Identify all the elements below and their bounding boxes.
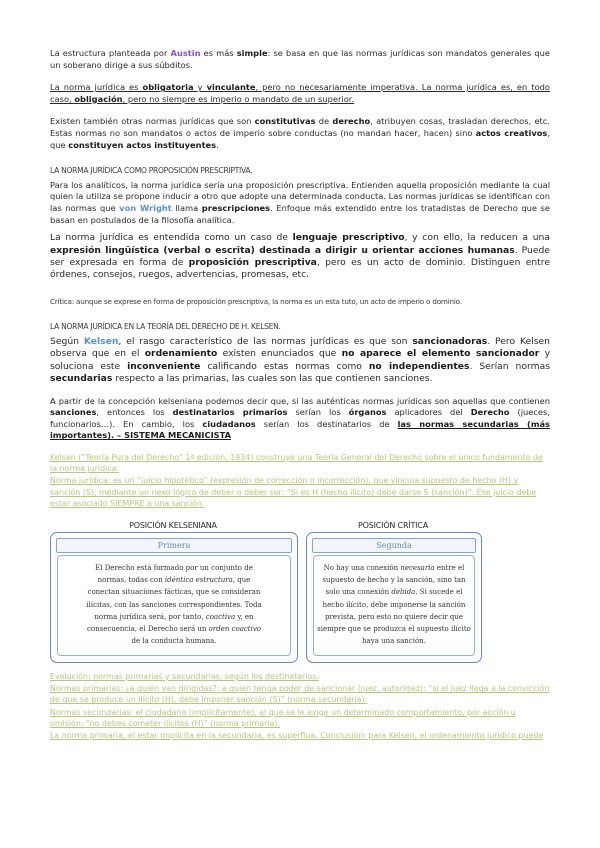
bold-no-independientes: no independientes <box>368 360 470 372</box>
line: El Derecho está formado por un conjunto de <box>95 563 253 572</box>
text: es más <box>200 48 237 58</box>
green-notes-bottom <box>50 671 550 741</box>
bold-derecho: derecho <box>332 116 371 127</box>
text: La norma jurídica es <box>50 82 143 93</box>
bold-destinatarios: destinatarios primarios <box>172 407 288 418</box>
text: solo una conexión <box>325 588 392 597</box>
green-notes-top <box>50 452 550 509</box>
text: y soluciona este <box>50 348 551 372</box>
text: Existen también otras normas jurídicas que son <box>50 116 255 127</box>
line <box>58 623 290 635</box>
box-header-primera: Primera <box>56 538 292 553</box>
section-heading-prescriptiva: LA NORMA JURÍDICA COMO PROPOSICIÓN PRESCRIPTIVA. <box>50 166 253 176</box>
text: Para los analíticos, la norma jurídica sería una proposición prescriptiva. Entienden aquella proposición mediante la cual quien la utiliza se propone inducir a otro que adopte una determinada conducta. Las normas jurídicas se identifican con las normas que <box>50 179 550 213</box>
critique-note: Crítica: aunque se exprese en forma de proposición prescriptiva, la norma es un esta tuto, un acto de imperio o dominio. <box>50 296 462 306</box>
text: , el rasgo característico de las normas jurídicas es que son <box>118 335 413 347</box>
box-header-segunda: Segunda <box>312 538 476 553</box>
diagram-left-title: POSICIÓN KELSENIANA <box>129 520 217 530</box>
text: serían los destinatarios de <box>255 418 398 429</box>
text: A partir de la concepción kelseniana podemos decir que, si las auténticas normas jurídicas son aquellas que contienen <box>50 395 550 406</box>
text: . Pero Kelsen observa que en el <box>50 335 551 360</box>
paragraph-lenguaje <box>50 232 550 282</box>
bold-no-aparece: no aparece el elemento sancionador <box>341 348 540 360</box>
bold-constituyen: constituyen actos instituyentes <box>68 139 217 150</box>
text: normas, todas con <box>97 576 165 585</box>
bold-secundarias: secundarias <box>50 373 113 385</box>
paragraph-destinatarios <box>50 396 550 442</box>
text: de <box>315 116 333 127</box>
text: Según <box>50 335 84 347</box>
text: respecto a las primarias, las cuales son las que contienen sanciones. <box>112 373 433 385</box>
text: (jueces, funcionarios…). En cambio, los <box>50 407 550 429</box>
line: siempre que se produzca el supuesto ilícito <box>317 624 471 633</box>
bold-derecho: Derecho <box>470 407 510 418</box>
italic: idéntica estructura <box>164 576 233 585</box>
line <box>314 562 474 574</box>
green-note: Normas primarias: ¿a quién van dirigidas?: a quien tenga poder de sancionar (juez, autoridad): “si el juez llega a la convicción de que se produce un ilícito (H), debe imponer sanción (S)” (norma secundaria). <box>50 684 550 705</box>
text: existen enunciados que <box>217 348 342 360</box>
text: , que <box>232 576 251 585</box>
line: supuesto de hecho y la sanción, sino tan <box>322 576 466 585</box>
text: : se basa en que las normas jurídicas son mandatos generales que un soberano dirige a sus súbditos. <box>50 48 550 70</box>
line <box>58 611 290 623</box>
text: . Si sucede el <box>415 588 463 597</box>
bold-obligacion: obligación <box>74 93 123 104</box>
italic: debida <box>391 588 416 597</box>
text: La norma jurídica es entendida como un caso de <box>50 232 293 244</box>
italic: necesaria <box>400 563 435 572</box>
bold-ciudadanos: ciudadanos <box>202 418 256 429</box>
text: y <box>193 82 207 93</box>
bold-obligatoria: obligatoria <box>142 82 194 93</box>
kelsen-name: Kelsen <box>83 335 119 347</box>
comparison-diagram <box>50 521 550 663</box>
text: , y con ello, la reducen a una <box>404 232 551 244</box>
text: , pero no siempre es imperio o mandato de un superior. <box>122 93 355 104</box>
green-note: Norma jurídica: es un “juicio hipotético” (expresión de corrección o incorrección), que vincula supuesto de hecho (H) y sanción (S), mediante un nexo lógico de deber o deber ser: “Si es H (hecho ilícito) debe darse S (sanción)”. Ese juicio debe estar asociado SIEMPRE a una sanción. <box>50 476 537 508</box>
kelsen-position-text <box>57 555 291 656</box>
bold-simple: simple <box>236 48 268 58</box>
bold-prescripciones: prescripciones <box>201 202 271 213</box>
section-heading-kelsen: LA NORMA JURÍDICA EN LA TEORÍA DEL DERECHO DE H. KELSEN. <box>50 322 281 332</box>
text: norma jurídica será, por tanto, <box>94 612 206 621</box>
line: haya una sanción. <box>362 637 426 646</box>
text: , entonces los <box>96 407 173 418</box>
bold-organos: órganos <box>348 407 387 418</box>
austin-name: Austin <box>170 48 201 58</box>
paragraph-austin <box>50 48 550 71</box>
text: La estructura planteada por <box>50 48 171 58</box>
paragraph-kelsen <box>50 336 550 386</box>
bold-lenguaje: lenguaje prescriptivo <box>292 232 405 244</box>
paragraph-constitutivas <box>50 116 550 151</box>
green-note: Evolución: normas primarias y secundarias, según los destinatarios. <box>50 671 319 681</box>
text: serían los <box>287 407 349 418</box>
document-page <box>50 48 550 742</box>
text: . Enfoque más extendido entre los tratadistas de Derecho que se basan en postulados de la filosofía analítica. <box>50 202 550 225</box>
kelsen-position-box <box>50 532 298 663</box>
bold-inconveniente: inconveniente <box>127 360 201 372</box>
critical-position-text <box>313 555 475 656</box>
italic: coactiva <box>205 612 236 621</box>
green-note: Kelsen (“Teoría Pura del Derecho” 1ª edición, 1934) construye una Teoría General del Derecho sobre el único fundamento de la norma jurídica. <box>50 452 543 474</box>
line: prevista, pero esto no quiere decir que <box>324 612 464 621</box>
line <box>58 574 290 586</box>
bold-ordenamiento: ordenamiento <box>144 348 218 360</box>
bold-normas-secundarias: las normas secundarias (más importantes). – SISTEMA MECANICISTA <box>50 418 550 441</box>
text: entre el <box>434 563 465 572</box>
text: , atribuyen cosas, trasladan derechos, etc. Estas normas no son mandatos o actos de imperio sobre conductas (no mandan hacer, hacen) sino <box>50 116 550 138</box>
paragraph-obligatoria <box>50 82 550 105</box>
bold-sancionadoras: sancionadoras <box>412 335 488 347</box>
green-note: Normas secundarias: el ciudadano (implícitamente), al que se le exige un determinado comportamiento, por acción u omisión: “no debes cometer ilícitos (H)” (norma primaria). <box>50 707 516 728</box>
bold-actos-creativos: actos creativos <box>475 127 548 138</box>
line: conectan situaciones fácticas, que se consideran <box>87 588 261 597</box>
paragraph-analiticos <box>50 180 550 226</box>
text: . Puede ser expresada en forma de <box>50 244 551 268</box>
bold-expresion: expresión lingüística (verbal o escrita) destinada a dirigir u orientar acciones humanas <box>50 244 515 256</box>
italic: orden coactivo <box>208 624 262 633</box>
bold-vinculante: vinculante <box>206 82 256 93</box>
von-wright-name: von Wright <box>119 202 172 213</box>
bold-sanciones: sanciones <box>50 407 97 418</box>
text: . <box>216 139 219 150</box>
text: , pero es un acto de dominio. Distinguen entre órdenes, consejos, ruegos, advertencias, promesas, etc. <box>50 256 551 281</box>
diagram-right-title: POSICIÓN CRÍTICA <box>358 520 428 530</box>
text: , pero no necesariamente imperativa. La norma jurídica es, en todo caso, <box>50 82 550 104</box>
text: No hay una conexión <box>323 563 401 572</box>
text: calificando estas normas como <box>200 360 369 372</box>
line: ilícitas, con las sanciones correspondientes. Toda <box>86 600 262 609</box>
text: consecuencia, el Derecho será un <box>86 624 209 633</box>
bold-constitutivas: constitutivas <box>254 116 316 127</box>
line <box>314 586 474 598</box>
green-note: La norma primaria, el estar implícita en la secundaria, es superflua. Conclusión: para Kelsen, el ordenamiento jurídico puede <box>50 730 544 740</box>
bold-proposicion: proposición prescriptiva <box>188 256 317 268</box>
text: , que <box>50 127 551 150</box>
line: de la conducta humana. <box>131 637 217 646</box>
critical-position-box <box>306 532 482 663</box>
text: . Serían normas <box>469 360 550 372</box>
line: hecho ilícito, debe imponerse la sanción <box>322 600 466 609</box>
text: y, en <box>235 612 254 621</box>
text: aplicadores del <box>386 407 471 418</box>
text: llama <box>171 202 202 213</box>
